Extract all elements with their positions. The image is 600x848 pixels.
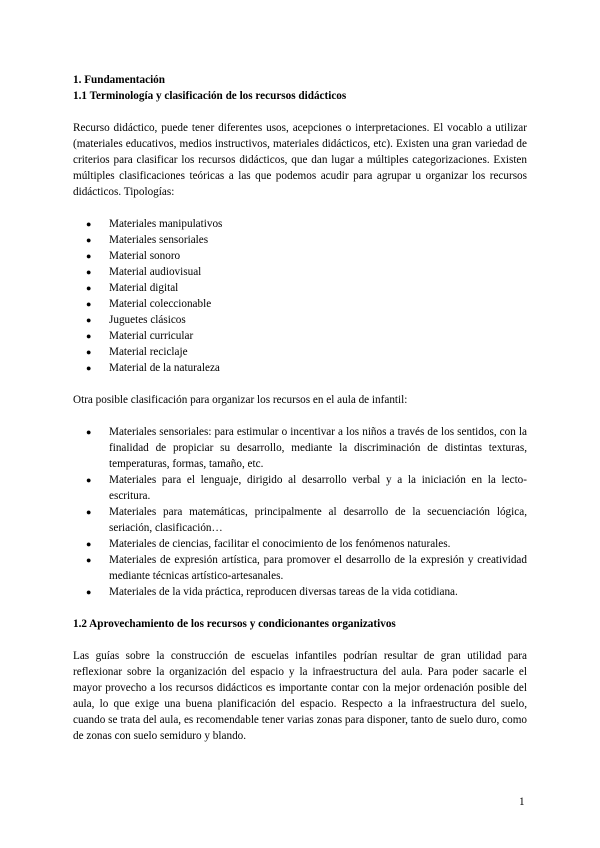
list-item: ● Materiales para matemáticas, principalmente al desarrollo de la secuenciación lógica, seriación, clasificación… — [86, 506, 527, 534]
paragraph-classification: Otra posible clasificación para organizar los recursos en el aula de infantil: — [73, 394, 408, 406]
list-item: ● Material curricular — [86, 330, 194, 342]
paragraph-intro: Recurso didáctico, puede tener diferentes usos, acepciones o interpretaciones. El vocablo a utilizar (materiales educativos, medios instructivos, materiales didácticos, etc). Existen una gran variedad de criterios para clasificar los recursos didácticos, que dan lugar a múltiples categorizaciones. Existen múltiples clasificaciones teóricas a las que podemos acudir para agrupar u organizar los recursos didácticos. Tipologías: — [73, 122, 527, 198]
list-item: ● Material digital — [86, 282, 179, 294]
list-item: ● Materiales de ciencias, facilitar el conocimiento de los fenómenos naturales. — [86, 538, 451, 550]
bullet-icon: ● — [86, 507, 92, 517]
bullet-icon: ● — [86, 475, 92, 485]
list-item: ● Materiales para el lenguaje, dirigido al desarrollo verbal y a la iniciación en la lecto-escritura. — [86, 474, 527, 502]
typology-list — [73, 216, 527, 376]
bullet-icon: ● — [86, 219, 92, 229]
bullet-icon: ● — [86, 427, 92, 437]
bullet-icon: ● — [86, 315, 92, 325]
list-item: ● Material reciclaje — [86, 346, 188, 358]
list-item: ● Material audiovisual — [86, 266, 202, 278]
subsection-heading-1-1: 1.1 Terminología y clasificación de los recursos didácticos — [73, 90, 347, 102]
list-item: ● Juguetes clásicos — [86, 314, 186, 326]
list-item: ● Materiales sensoriales: para estimular o incentivar a los niños a través de los sentidos, con la finalidad de propiciar su desarrollo, mediante la discriminación de distintas texturas, temperaturas, formas, tamaño, etc. — [86, 426, 527, 470]
list-item: ● Material sonoro — [86, 250, 181, 262]
page-number: 1 — [519, 796, 525, 808]
document-page — [73, 72, 527, 744]
bullet-icon: ● — [86, 235, 92, 245]
bullet-icon: ● — [86, 347, 92, 357]
bullet-icon: ● — [86, 555, 92, 565]
bullet-icon: ● — [86, 267, 92, 277]
subsection-heading-1-2: 1.2 Aprovechamiento de los recursos y condicionantes organizativos — [73, 618, 396, 630]
section-heading: 1. Fundamentación — [73, 74, 165, 86]
bullet-icon: ● — [86, 283, 92, 293]
list-item: ● Materiales sensoriales — [86, 234, 209, 246]
classification-list — [73, 424, 527, 600]
list-item: ● Materiales manipulativos — [86, 218, 223, 230]
bullet-icon: ● — [86, 299, 92, 309]
list-item: ● Materiales de expresión artística, para promover el desarrollo de la expresión y creatividad mediante técnicas artístico-artesanales. — [86, 554, 527, 582]
list-item: ● Material de la naturaleza — [86, 362, 220, 374]
paragraph-organization: Las guías sobre la construcción de escuelas infantiles podrían resultar de gran utilidad para reflexionar sobre la organización del espacio y la infraestructura del aula. Para poder sacarle el mayor provecho a los recursos didácticos es importante contar con la mejor ordenación posible del aula, lo que exige una buena planificación del espacio. Respecto a la infraestructura del suelo, cuando se trata del aula, es recomendable tener varias zonas para disponer, tanto de suelo duro, como de zonas con suelo semiduro y blando. — [73, 650, 527, 742]
bullet-icon: ● — [86, 363, 92, 373]
bullet-icon: ● — [86, 539, 92, 549]
list-item: ● Material coleccionable — [86, 298, 212, 310]
list-item: ● Materiales de la vida práctica, reproducen diversas tareas de la vida cotidiana. — [86, 586, 458, 598]
bullet-icon: ● — [86, 251, 92, 261]
bullet-icon: ● — [86, 587, 92, 597]
bullet-icon: ● — [86, 331, 92, 341]
